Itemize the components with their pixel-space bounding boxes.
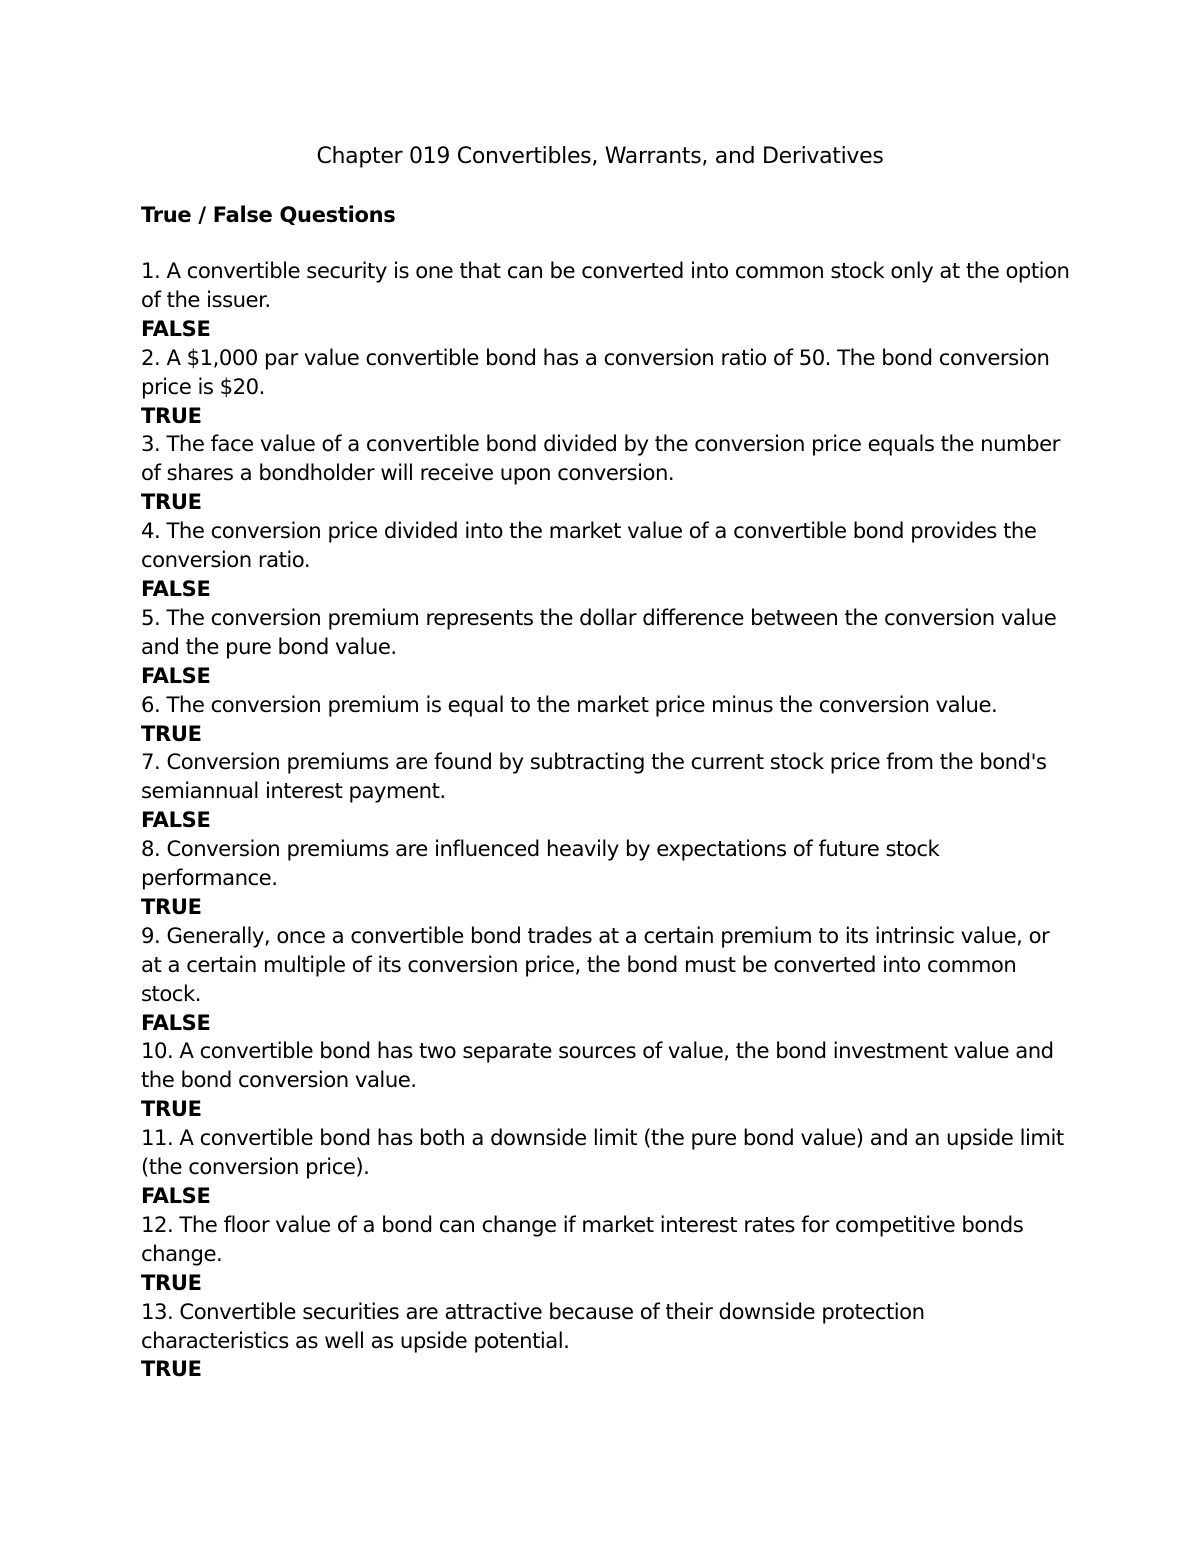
answer-label: FALSE xyxy=(141,1010,211,1035)
question-item xyxy=(141,430,1071,517)
question-text: 9. Generally, once a convertible bond trades at a certain premium to its intrinsic value, or at a certain multiple of its conversion price, the bond must be converted into common stock. xyxy=(141,922,1050,1006)
section-heading: True / False Questions xyxy=(141,203,396,227)
question-text: 6. The conversion premium is equal to the market price minus the conversion value. xyxy=(141,691,998,717)
answer-label: TRUE xyxy=(141,894,202,919)
question-text: 11. A convertible bond has both a downside limit (the pure bond value) and an upside limit (the conversion price). xyxy=(141,1125,1064,1180)
question-text: 8. Conversion premiums are influenced heavily by expectations of future stock performance. xyxy=(141,836,940,891)
question-item xyxy=(141,1298,1071,1385)
question-item xyxy=(141,517,1071,604)
answer-label: TRUE xyxy=(141,403,202,428)
question-text: 10. A convertible bond has two separate sources of value, the bond investment value and the bond conversion value. xyxy=(141,1038,1054,1093)
question-item xyxy=(141,922,1071,1038)
answer-label: FALSE xyxy=(141,808,211,833)
question-item xyxy=(141,1124,1071,1211)
question-item xyxy=(141,1037,1071,1124)
question-text: 7. Conversion premiums are found by subtracting the current stock price from the bond's semiannual interest payment. xyxy=(141,749,1047,804)
question-item xyxy=(141,748,1071,835)
question-text: 1. A convertible security is one that can be converted into common stock only at the option of the issuer. xyxy=(141,258,1070,312)
answer-label: FALSE xyxy=(141,316,211,341)
answer-label: TRUE xyxy=(141,1097,202,1122)
document-title: Chapter 019 Convertibles, Warrants, and Derivatives xyxy=(316,144,884,169)
question-list xyxy=(141,257,1071,1384)
answer-label: TRUE xyxy=(141,490,202,515)
answer-label: FALSE xyxy=(141,1184,211,1208)
answer-label: TRUE xyxy=(141,721,202,746)
question-item xyxy=(141,1211,1071,1298)
question-item xyxy=(141,835,1071,922)
answer-label: FALSE xyxy=(141,576,211,601)
question-text: 4. The conversion price divided into the market value of a convertible bond provides the conversion ratio. xyxy=(141,518,1037,573)
question-item xyxy=(141,604,1071,691)
question-item xyxy=(141,344,1071,431)
answer-label: TRUE xyxy=(141,1270,202,1295)
question-text: 2. A $1,000 par value convertible bond has a conversion ratio of 50. The bond conversion price is $20. xyxy=(141,344,1050,399)
question-text: 3. The face value of a convertible bond divided by the conversion price equals the number of shares a bondholder will receive upon conversion. xyxy=(141,431,1060,486)
question-text: 13. Convertible securities are attractive because of their downside protection characteristics as well as upside potential. xyxy=(141,1298,925,1353)
answer-label: FALSE xyxy=(141,663,211,688)
question-text: 5. The conversion premium represents the dollar difference between the conversion value and the pure bond value. xyxy=(141,604,1057,659)
question-item xyxy=(141,691,1071,749)
answer-label: TRUE xyxy=(141,1357,202,1382)
question-item xyxy=(141,257,1071,344)
question-text: 12. The floor value of a bond can change if market interest rates for competitive bonds change. xyxy=(141,1211,1024,1266)
